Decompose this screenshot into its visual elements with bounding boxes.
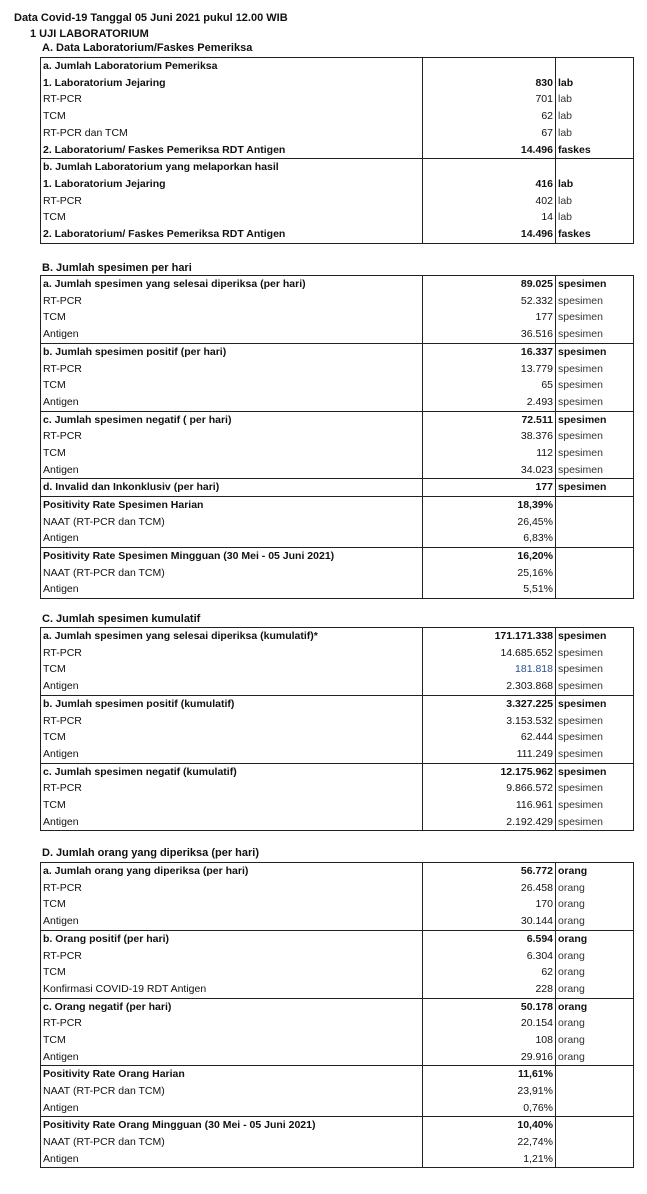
- row-unit: [556, 530, 634, 547]
- row-value: 701: [423, 91, 556, 108]
- row-value: 38.376: [423, 428, 556, 445]
- row-value: 72.511: [423, 411, 556, 428]
- row-value: 1,21%: [423, 1151, 556, 1168]
- row-value: 29.916: [423, 1049, 556, 1066]
- row-value: 116.961: [423, 797, 556, 814]
- table-row: [41, 1066, 634, 1083]
- table-row: [41, 628, 634, 645]
- row-value: 16,20%: [423, 548, 556, 565]
- table-row: [41, 226, 634, 243]
- row-label: Antigen: [41, 581, 423, 598]
- row-value: 177: [423, 479, 556, 497]
- table-row: [41, 462, 634, 479]
- row-unit: spesimen: [556, 645, 634, 662]
- table-row: [41, 91, 634, 108]
- row-unit: orang: [556, 1015, 634, 1032]
- row-unit: spesimen: [556, 479, 634, 497]
- table-row: [41, 377, 634, 394]
- row-label: Antigen: [41, 814, 423, 831]
- row-label: RT-PCR: [41, 428, 423, 445]
- row-unit: [556, 58, 634, 75]
- row-unit: spesimen: [556, 797, 634, 814]
- row-value: 11,61%: [423, 1066, 556, 1083]
- row-unit: lab: [556, 193, 634, 210]
- row-value: 830: [423, 75, 556, 92]
- row-label: RT-PCR: [41, 780, 423, 797]
- row-label: RT-PCR: [41, 712, 423, 729]
- row-label: Antigen: [41, 462, 423, 479]
- row-unit: spesimen: [556, 276, 634, 293]
- row-value: 9.866.572: [423, 780, 556, 797]
- row-label: b. Jumlah spesimen positif (kumulatif): [41, 695, 423, 712]
- row-value: 36.516: [423, 326, 556, 343]
- row-label: Antigen: [41, 913, 423, 930]
- row-label: b. Jumlah Laboratorium yang melaporkan hasil: [41, 159, 423, 176]
- table-row: [41, 913, 634, 930]
- row-unit: faskes: [556, 141, 634, 158]
- row-unit: faskes: [556, 226, 634, 243]
- row-unit: [556, 581, 634, 598]
- row-unit: lab: [556, 75, 634, 92]
- row-label: RT-PCR: [41, 360, 423, 377]
- section-a-title: A. Data Laboratorium/Faskes Pemeriksa: [42, 42, 253, 54]
- row-unit: [556, 1083, 634, 1100]
- table-row: [41, 360, 634, 377]
- section-d-title: D. Jumlah orang yang diperiksa (per hari): [42, 847, 259, 859]
- row-label: TCM: [41, 797, 423, 814]
- row-unit: orang: [556, 913, 634, 930]
- row-value: 177: [423, 309, 556, 326]
- row-unit: spesimen: [556, 814, 634, 831]
- row-label: NAAT (RT-PCR dan TCM): [41, 1134, 423, 1151]
- row-value: 26,45%: [423, 514, 556, 531]
- row-label: a. Jumlah orang yang diperiksa (per hari): [41, 863, 423, 880]
- table-row: [41, 1049, 634, 1066]
- table-row: [41, 1015, 634, 1032]
- row-label: Antigen: [41, 1049, 423, 1066]
- row-unit: spesimen: [556, 309, 634, 326]
- table-row: [41, 125, 634, 142]
- table-row: [41, 981, 634, 998]
- row-label: Antigen: [41, 1151, 423, 1168]
- row-value: 14: [423, 209, 556, 226]
- row-unit: orang: [556, 947, 634, 964]
- row-label: 1. Laboratorium Jejaring: [41, 176, 423, 193]
- row-unit: spesimen: [556, 377, 634, 394]
- row-unit: spesimen: [556, 411, 634, 428]
- row-value: 52.332: [423, 293, 556, 310]
- row-value: 3.327.225: [423, 695, 556, 712]
- row-unit: [556, 548, 634, 565]
- row-unit: [556, 1134, 634, 1151]
- row-unit: spesimen: [556, 326, 634, 343]
- row-unit: orang: [556, 998, 634, 1015]
- row-value: 170: [423, 896, 556, 913]
- row-label: Positivity Rate Orang Harian: [41, 1066, 423, 1083]
- row-value: 3.153.532: [423, 712, 556, 729]
- table-row: [41, 1083, 634, 1100]
- table-row: [41, 343, 634, 360]
- row-label: RT-PCR: [41, 880, 423, 897]
- table-row: [41, 193, 634, 210]
- row-unit: spesimen: [556, 763, 634, 780]
- row-unit: [556, 514, 634, 531]
- table-row: [41, 1151, 634, 1168]
- section-heading: 1 UJI LABORATORIUM: [30, 28, 149, 40]
- row-label: TCM: [41, 309, 423, 326]
- row-value: 2.303.868: [423, 678, 556, 695]
- row-unit: spesimen: [556, 661, 634, 678]
- row-unit: orang: [556, 1032, 634, 1049]
- table-row: [41, 326, 634, 343]
- row-label: NAAT (RT-PCR dan TCM): [41, 1083, 423, 1100]
- row-unit: lab: [556, 108, 634, 125]
- table-row: [41, 75, 634, 92]
- row-unit: spesimen: [556, 394, 634, 411]
- row-label: TCM: [41, 377, 423, 394]
- row-value: 62: [423, 108, 556, 125]
- row-unit: lab: [556, 125, 634, 142]
- row-label: 1. Laboratorium Jejaring: [41, 75, 423, 92]
- row-value: 16.337: [423, 343, 556, 360]
- row-label: Positivity Rate Spesimen Harian: [41, 496, 423, 513]
- row-label: Konfirmasi COVID-19 RDT Antigen: [41, 981, 423, 998]
- row-value: 56.772: [423, 863, 556, 880]
- row-value: 6,83%: [423, 530, 556, 547]
- row-value: 5,51%: [423, 581, 556, 598]
- row-value: 181.818: [423, 661, 556, 678]
- row-label: c. Orang negatif (per hari): [41, 998, 423, 1015]
- row-value: 20.154: [423, 1015, 556, 1032]
- section-d-table: [40, 862, 634, 1168]
- row-label: Antigen: [41, 326, 423, 343]
- row-label: RT-PCR: [41, 645, 423, 662]
- row-label: TCM: [41, 108, 423, 125]
- row-unit: spesimen: [556, 746, 634, 763]
- row-label: 2. Laboratorium/ Faskes Pemeriksa RDT Antigen: [41, 226, 423, 243]
- table-row: [41, 445, 634, 462]
- row-unit: [556, 496, 634, 513]
- table-row: [41, 661, 634, 678]
- row-label: a. Jumlah spesimen yang selesai diperiksa (per hari): [41, 276, 423, 293]
- row-label: Positivity Rate Spesimen Mingguan (30 Mei - 05 Juni 2021): [41, 548, 423, 565]
- table-row: [41, 309, 634, 326]
- row-label: RT-PCR: [41, 1015, 423, 1032]
- table-row: [41, 108, 634, 125]
- table-row: [41, 964, 634, 981]
- table-row: [41, 514, 634, 531]
- row-value: 89.025: [423, 276, 556, 293]
- section-a-table: [40, 57, 634, 244]
- table-row: [41, 998, 634, 1015]
- section-c-table: [40, 627, 634, 831]
- table-row: [41, 880, 634, 897]
- row-unit: [556, 159, 634, 176]
- row-label: TCM: [41, 661, 423, 678]
- row-value: 12.175.962: [423, 763, 556, 780]
- table-row: [41, 530, 634, 547]
- table-row: [41, 565, 634, 582]
- row-unit: spesimen: [556, 360, 634, 377]
- row-unit: spesimen: [556, 343, 634, 360]
- row-value: 14.496: [423, 226, 556, 243]
- row-label: TCM: [41, 964, 423, 981]
- row-value: 14.685.652: [423, 645, 556, 662]
- table-row: [41, 645, 634, 662]
- row-unit: orang: [556, 863, 634, 880]
- table-row: [41, 695, 634, 712]
- row-value: 65: [423, 377, 556, 394]
- table-row: [41, 678, 634, 695]
- section-c-title: C. Jumlah spesimen kumulatif: [42, 613, 201, 625]
- row-label: b. Jumlah spesimen positif (per hari): [41, 343, 423, 360]
- row-value: 228: [423, 981, 556, 998]
- row-unit: spesimen: [556, 712, 634, 729]
- table-row: [41, 1134, 634, 1151]
- row-value: 26.458: [423, 880, 556, 897]
- row-value: 2.493: [423, 394, 556, 411]
- row-label: TCM: [41, 209, 423, 226]
- row-unit: spesimen: [556, 780, 634, 797]
- row-unit: orang: [556, 981, 634, 998]
- row-label: Antigen: [41, 1100, 423, 1117]
- row-unit: [556, 1151, 634, 1168]
- row-unit: lab: [556, 176, 634, 193]
- table-row: [41, 141, 634, 158]
- row-value: 25,16%: [423, 565, 556, 582]
- row-label: TCM: [41, 896, 423, 913]
- table-row: [41, 863, 634, 880]
- row-label: RT-PCR: [41, 293, 423, 310]
- row-label: b. Orang positif (per hari): [41, 930, 423, 947]
- row-value: [423, 58, 556, 75]
- row-label: Antigen: [41, 530, 423, 547]
- table-row: [41, 1032, 634, 1049]
- row-label: RT-PCR: [41, 193, 423, 210]
- row-value: 13.779: [423, 360, 556, 377]
- section-b-title: B. Jumlah spesimen per hari: [42, 262, 192, 274]
- table-row: [41, 411, 634, 428]
- row-value: 22,74%: [423, 1134, 556, 1151]
- row-unit: spesimen: [556, 729, 634, 746]
- row-value: 14.496: [423, 141, 556, 158]
- row-value: 50.178: [423, 998, 556, 1015]
- table-row: [41, 712, 634, 729]
- row-value: 112: [423, 445, 556, 462]
- row-unit: spesimen: [556, 445, 634, 462]
- row-value: 111.249: [423, 746, 556, 763]
- table-row: [41, 496, 634, 513]
- row-label: RT-PCR: [41, 947, 423, 964]
- row-label: NAAT (RT-PCR dan TCM): [41, 565, 423, 582]
- table-row: [41, 797, 634, 814]
- row-value: 34.023: [423, 462, 556, 479]
- row-unit: [556, 1100, 634, 1117]
- row-unit: lab: [556, 91, 634, 108]
- table-row: [41, 479, 634, 497]
- row-unit: [556, 1066, 634, 1083]
- section-b-table: [40, 275, 634, 599]
- row-label: TCM: [41, 1032, 423, 1049]
- row-label: Antigen: [41, 678, 423, 695]
- row-label: Antigen: [41, 746, 423, 763]
- table-row: [41, 763, 634, 780]
- table-row: [41, 1100, 634, 1117]
- row-unit: spesimen: [556, 678, 634, 695]
- row-unit: orang: [556, 964, 634, 981]
- row-value: 0,76%: [423, 1100, 556, 1117]
- row-unit: orang: [556, 896, 634, 913]
- document-title: Data Covid-19 Tanggal 05 Juni 2021 pukul 12.00 WIB: [14, 12, 288, 24]
- row-unit: spesimen: [556, 628, 634, 645]
- row-value: 23,91%: [423, 1083, 556, 1100]
- row-label: RT-PCR dan TCM: [41, 125, 423, 142]
- row-unit: orang: [556, 1049, 634, 1066]
- row-unit: spesimen: [556, 428, 634, 445]
- table-row: [41, 428, 634, 445]
- row-label: TCM: [41, 445, 423, 462]
- row-label: Antigen: [41, 394, 423, 411]
- row-label: c. Jumlah spesimen negatif (kumulatif): [41, 763, 423, 780]
- table-row: [41, 746, 634, 763]
- row-value: 30.144: [423, 913, 556, 930]
- row-value: 108: [423, 1032, 556, 1049]
- row-unit: spesimen: [556, 695, 634, 712]
- row-label: d. Invalid dan Inkonklusiv (per hari): [41, 479, 423, 497]
- table-row: [41, 729, 634, 746]
- row-value: 67: [423, 125, 556, 142]
- row-unit: orang: [556, 880, 634, 897]
- table-row: [41, 293, 634, 310]
- row-value: 62.444: [423, 729, 556, 746]
- row-unit: orang: [556, 930, 634, 947]
- row-unit: spesimen: [556, 293, 634, 310]
- row-value: 2.192.429: [423, 814, 556, 831]
- table-row: [41, 159, 634, 176]
- row-value: 6.304: [423, 947, 556, 964]
- row-label: a. Jumlah Laboratorium Pemeriksa: [41, 58, 423, 75]
- table-row: [41, 896, 634, 913]
- table-row: [41, 394, 634, 411]
- row-label: Positivity Rate Orang Mingguan (30 Mei - 05 Juni 2021): [41, 1117, 423, 1134]
- table-row: [41, 581, 634, 598]
- row-label: c. Jumlah spesimen negatif ( per hari): [41, 411, 423, 428]
- row-value: 18,39%: [423, 496, 556, 513]
- row-unit: [556, 1117, 634, 1134]
- row-value: [423, 159, 556, 176]
- row-value: 416: [423, 176, 556, 193]
- table-row: [41, 548, 634, 565]
- row-label: TCM: [41, 729, 423, 746]
- table-row: [41, 947, 634, 964]
- table-row: [41, 276, 634, 293]
- row-value: 402: [423, 193, 556, 210]
- table-row: [41, 58, 634, 75]
- table-row: [41, 780, 634, 797]
- row-label: RT-PCR: [41, 91, 423, 108]
- row-value: 10,40%: [423, 1117, 556, 1134]
- table-row: [41, 930, 634, 947]
- row-unit: lab: [556, 209, 634, 226]
- row-unit: [556, 565, 634, 582]
- table-row: [41, 1117, 634, 1134]
- table-row: [41, 814, 634, 831]
- row-value: 6.594: [423, 930, 556, 947]
- row-unit: spesimen: [556, 462, 634, 479]
- row-label: a. Jumlah spesimen yang selesai diperiksa (kumulatif)*: [41, 628, 423, 645]
- table-row: [41, 209, 634, 226]
- row-value: 62: [423, 964, 556, 981]
- table-row: [41, 176, 634, 193]
- row-label: NAAT (RT-PCR dan TCM): [41, 514, 423, 531]
- row-label: 2. Laboratorium/ Faskes Pemeriksa RDT Antigen: [41, 141, 423, 158]
- row-value: 171.171.338: [423, 628, 556, 645]
